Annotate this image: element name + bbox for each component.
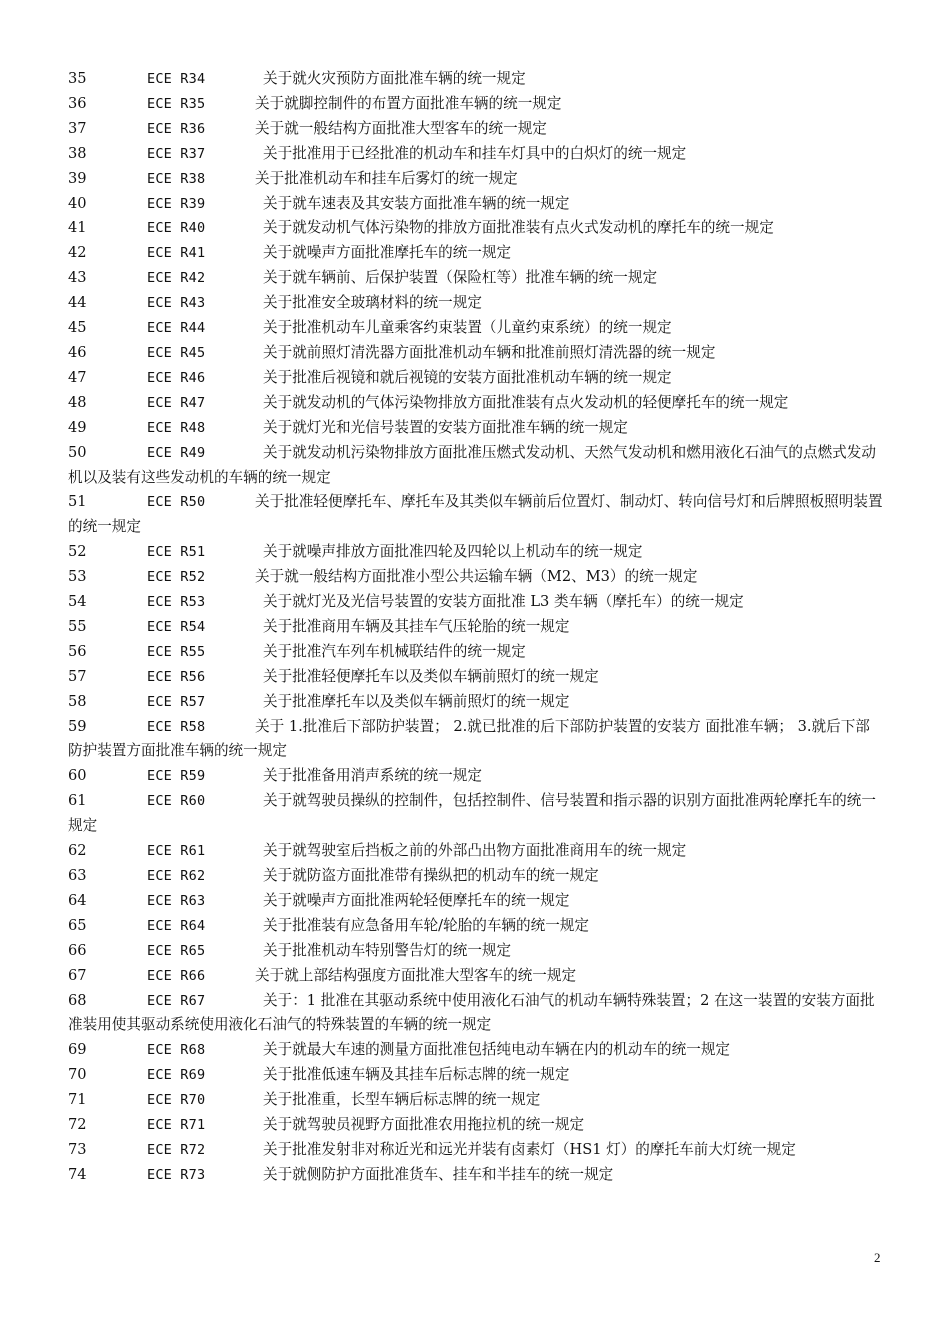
regulation-entry bbox=[68, 341, 884, 366]
entry-number: 37 bbox=[68, 119, 87, 137]
entry-number: 48 bbox=[68, 393, 87, 411]
regulation-entry bbox=[68, 316, 884, 341]
regulation-code: ECE R40 bbox=[147, 220, 206, 237]
regulation-title: 关于批准机动车儿童乘客约束装置（儿童约束系统）的统一规定 bbox=[263, 319, 672, 337]
entry-number: 66 bbox=[68, 941, 87, 959]
entry-number: 71 bbox=[68, 1091, 87, 1109]
regulation-title: 关于批准重，长型车辆后标志牌的统一规定 bbox=[263, 1091, 541, 1109]
regulation-code: ECE R69 bbox=[147, 1067, 206, 1084]
regulation-entry bbox=[68, 1163, 884, 1188]
regulation-entry bbox=[68, 839, 884, 864]
regulation-code: ECE R34 bbox=[147, 71, 206, 87]
regulation-title: 关于就最大车速的测量方面批准包括纯电动车辆在内的机动车的统一规定 bbox=[263, 1041, 731, 1059]
entry-number: 39 bbox=[68, 169, 87, 187]
entry-number: 46 bbox=[68, 343, 87, 361]
regulation-code: ECE R38 bbox=[147, 170, 206, 187]
regulation-code: ECE R43 bbox=[147, 295, 206, 312]
regulation-title: 关于批准用于已经批准的机动车和挂车灯具中的白炽灯的统一规定 bbox=[263, 144, 687, 162]
regulation-title: 关于就车速表及其安装方面批准车辆的统一规定 bbox=[263, 194, 570, 212]
entry-number: 73 bbox=[68, 1140, 87, 1158]
regulation-entry bbox=[68, 889, 884, 914]
regulation-title: 关于就噪声排放方面批准四轮及四轮以上机动车的统一规定 bbox=[263, 543, 643, 561]
regulation-title: 关于就发动机污染物排放方面批准压燃式发动机、天然气发动机和燃用液化石油气的点燃式发动机以及装有这些发动机的车辆的统一规定 bbox=[68, 443, 876, 486]
regulation-entry bbox=[68, 291, 884, 316]
regulation-title: 关于批准低速车辆及其挂车后标志牌的统一规定 bbox=[263, 1066, 570, 1084]
regulation-title: 关于批准轻便摩托车、摩托车及其类似车辆前后位置灯、制动灯、转向信号灯和后牌照板照明装置的统一规定 bbox=[68, 493, 883, 536]
entry-number: 54 bbox=[68, 593, 87, 611]
regulation-entry bbox=[68, 764, 884, 789]
regulation-entry bbox=[68, 142, 884, 167]
regulation-entry bbox=[68, 241, 884, 266]
regulation-entry bbox=[68, 939, 884, 964]
regulation-title: 关于就灯光和光信号装置的安装方面批准车辆的统一规定 bbox=[263, 418, 628, 436]
entry-number: 55 bbox=[68, 617, 87, 635]
regulation-entry bbox=[68, 864, 884, 889]
regulation-title: 关于就一般结构方面批准小型公共运输车辆（M2、M3）的统一规定 bbox=[255, 568, 698, 586]
regulation-title: 关于就噪声方面批准两轮轻便摩托车的统一规定 bbox=[263, 891, 570, 909]
regulation-code: ECE R64 bbox=[147, 917, 206, 934]
regulation-code: ECE R65 bbox=[147, 942, 206, 959]
regulation-title: 关于就前照灯清洗器方面批准机动车辆和批准前照灯清洗器的统一规定 bbox=[263, 343, 716, 361]
regulation-code: ECE R39 bbox=[147, 195, 206, 212]
entry-number: 63 bbox=[68, 867, 87, 884]
regulation-entry bbox=[68, 640, 884, 665]
regulation-code: ECE R44 bbox=[147, 320, 206, 337]
regulation-entry bbox=[68, 92, 884, 117]
regulation-code: ECE R71 bbox=[147, 1117, 206, 1134]
entry-number: 53 bbox=[68, 568, 87, 586]
regulation-title: 关于批准商用车辆及其挂车气压轮胎的统一规定 bbox=[263, 617, 570, 635]
regulation-code: ECE R54 bbox=[147, 618, 206, 635]
regulation-title: 关于就驾驶员视野方面批准农用拖拉机的统一规定 bbox=[263, 1116, 585, 1134]
regulation-code: ECE R47 bbox=[147, 394, 206, 411]
entry-number: 43 bbox=[68, 269, 87, 287]
regulation-code: ECE R67 bbox=[147, 992, 206, 1009]
entry-number: 44 bbox=[68, 294, 87, 312]
regulation-code: ECE R73 bbox=[147, 1166, 206, 1183]
entry-number: 57 bbox=[68, 667, 87, 685]
regulation-entry bbox=[68, 989, 884, 1039]
entry-number: 70 bbox=[68, 1066, 87, 1084]
regulation-code: ECE R63 bbox=[147, 892, 206, 909]
regulation-entry bbox=[68, 964, 884, 989]
regulation-code: ECE R60 bbox=[147, 793, 206, 810]
regulation-code: ECE R55 bbox=[147, 643, 206, 660]
regulation-entry bbox=[68, 690, 884, 715]
regulation-title: 关于就噪声方面批准摩托车的统一规定 bbox=[263, 244, 512, 262]
regulation-title: 关于就灯光及光信号装置的安装方面批准 L3 类车辆（摩托车）的统一规定 bbox=[263, 593, 744, 611]
regulation-title: 关于 1.批准后下部防护装置； 2.就已批准的后下部防护装置的安装方 面批准车辆； 3.就后下部防护装置方面批准车辆的统一规定 bbox=[68, 717, 870, 760]
regulation-code: ECE R50 bbox=[147, 494, 206, 511]
regulation-title: 关于批准装有应急备用车轮/轮胎的车辆的统一规定 bbox=[263, 916, 589, 934]
regulation-code: ECE R57 bbox=[147, 693, 206, 710]
entry-number: 69 bbox=[68, 1041, 87, 1059]
entry-number: 51 bbox=[68, 493, 87, 511]
regulation-entry bbox=[68, 1113, 884, 1138]
regulation-code: ECE R51 bbox=[147, 544, 206, 561]
regulation-entry bbox=[68, 192, 884, 217]
entry-number: 42 bbox=[68, 244, 87, 262]
regulation-title: 关于批准摩托车以及类似车辆前照灯的统一规定 bbox=[263, 692, 570, 710]
regulation-code: ECE R45 bbox=[147, 344, 206, 361]
regulation-title: 关于批准汽车列车机械联结件的统一规定 bbox=[263, 642, 526, 660]
regulation-code: ECE R48 bbox=[147, 419, 206, 436]
entry-number: 67 bbox=[68, 966, 87, 984]
regulation-entry bbox=[68, 789, 884, 839]
regulation-entry bbox=[68, 441, 884, 491]
regulation-entry bbox=[68, 67, 884, 92]
regulation-code: ECE R41 bbox=[147, 245, 206, 262]
regulation-entry bbox=[68, 914, 884, 939]
entry-number: 64 bbox=[68, 891, 87, 909]
regulation-entry bbox=[68, 1138, 884, 1163]
entry-number: 74 bbox=[68, 1165, 87, 1183]
regulation-entry bbox=[68, 391, 884, 416]
regulation-code: ECE R62 bbox=[147, 868, 206, 884]
entry-number: 72 bbox=[68, 1116, 87, 1134]
page-number: 2 bbox=[874, 1250, 881, 1265]
entry-number: 38 bbox=[68, 144, 87, 162]
regulation-title: 关于就侧防护方面批准货车、挂车和半挂车的统一规定 bbox=[263, 1165, 614, 1183]
regulation-code: ECE R49 bbox=[147, 444, 206, 461]
entry-number: 49 bbox=[68, 418, 87, 436]
regulation-code: ECE R59 bbox=[147, 768, 206, 785]
regulation-title: 关于就车辆前、后保护装置（保险杠等）批准车辆的统一规定 bbox=[263, 269, 658, 287]
regulation-entry bbox=[68, 665, 884, 690]
entry-number: 47 bbox=[68, 368, 87, 386]
regulation-entry bbox=[68, 416, 884, 441]
regulation-title: 关于批准机动车特别警告灯的统一规定 bbox=[263, 941, 512, 959]
entry-number: 45 bbox=[68, 319, 87, 337]
entry-number: 61 bbox=[68, 792, 87, 810]
regulation-entry bbox=[68, 366, 884, 391]
regulation-title: 关于就火灾预防方面批准车辆的统一规定 bbox=[263, 70, 526, 87]
regulation-entry bbox=[68, 117, 884, 142]
regulation-title: 关于就驾驶室后挡板之前的外部凸出物方面批准商用车的统一规定 bbox=[263, 842, 687, 860]
regulation-title: 关于就防盗方面批准带有操纵把的机动车的统一规定 bbox=[263, 867, 599, 884]
regulation-code: ECE R72 bbox=[147, 1141, 206, 1158]
regulation-entry bbox=[68, 615, 884, 640]
regulation-code: ECE R70 bbox=[147, 1092, 206, 1109]
regulation-title: 关于就脚控制件的布置方面批准车辆的统一规定 bbox=[255, 94, 562, 112]
regulation-code: ECE R68 bbox=[147, 1042, 206, 1059]
regulation-title: 关于就驾驶员操纵的控制件，包括控制件、信号装置和指示器的识别方面批准两轮摩托车的统一规定 bbox=[68, 792, 876, 835]
regulation-title: 关于批准机动车和挂车后雾灯的统一规定 bbox=[255, 169, 518, 187]
regulation-title: 关于就发动机的气体污染物排放方面批准装有点火发动机的轻便摩托车的统一规定 bbox=[263, 393, 789, 411]
regulation-code: ECE R46 bbox=[147, 369, 206, 386]
regulation-entry bbox=[68, 1038, 884, 1063]
entry-number: 68 bbox=[68, 991, 87, 1009]
regulation-title: 关于就一般结构方面批准大型客车的统一规定 bbox=[255, 119, 547, 137]
regulation-entry bbox=[68, 1088, 884, 1113]
entry-number: 62 bbox=[68, 842, 87, 860]
entry-number: 65 bbox=[68, 916, 87, 934]
regulation-title: 关于就上部结构强度方面批准大型客车的统一规定 bbox=[255, 966, 577, 984]
regulation-code: ECE R66 bbox=[147, 967, 206, 984]
entry-number: 59 bbox=[68, 717, 87, 735]
regulation-entry bbox=[68, 490, 884, 540]
regulation-title: 关于就发动机气体污染物的排放方面批准装有点火式发动机的摩托车的统一规定 bbox=[263, 219, 774, 237]
regulation-code: ECE R37 bbox=[147, 145, 206, 162]
regulation-entry bbox=[68, 590, 884, 615]
regulation-code: ECE R52 bbox=[147, 569, 206, 586]
regulation-code: ECE R42 bbox=[147, 270, 206, 287]
regulation-code: ECE R35 bbox=[147, 95, 206, 112]
regulation-code: ECE R58 bbox=[147, 718, 206, 735]
regulation-title: 关于批准安全玻璃材料的统一规定 bbox=[263, 294, 482, 312]
regulation-entry bbox=[68, 565, 884, 590]
entry-number: 56 bbox=[68, 642, 87, 660]
regulation-entry bbox=[68, 216, 884, 241]
regulation-title: 关于批准发射非对称近光和远光并装有卤素灯（HS1 灯）的摩托车前大灯统一规定 bbox=[263, 1140, 796, 1158]
entry-number: 58 bbox=[68, 692, 87, 710]
regulation-code: ECE R53 bbox=[147, 594, 206, 611]
regulation-entry bbox=[68, 1063, 884, 1088]
regulation-title: 关于：1 批准在其驱动系统中使用液化石油气的机动车辆特殊装置；2 在这一装置的安装方面批准装用使其驱动系统使用液化石油气的特殊装置的车辆的统一规定 bbox=[68, 991, 875, 1034]
regulation-code: ECE R36 bbox=[147, 120, 206, 137]
entry-number: 35 bbox=[68, 70, 87, 87]
regulation-entry bbox=[68, 167, 884, 192]
entry-number: 50 bbox=[68, 443, 87, 461]
entry-number: 60 bbox=[68, 767, 87, 785]
regulation-entry bbox=[68, 715, 884, 765]
regulation-entry bbox=[68, 540, 884, 565]
regulation-code: ECE R61 bbox=[147, 843, 206, 860]
entry-number: 36 bbox=[68, 94, 87, 112]
regulation-title: 关于批准备用消声系统的统一规定 bbox=[263, 767, 482, 785]
entry-number: 52 bbox=[68, 543, 87, 561]
regulation-code: ECE R56 bbox=[147, 668, 206, 685]
regulation-title: 关于批准后视镜和就后视镜的安装方面批准机动车辆的统一规定 bbox=[263, 368, 672, 386]
entry-number: 41 bbox=[68, 219, 87, 237]
entry-number: 40 bbox=[68, 194, 87, 212]
regulation-list bbox=[68, 67, 884, 1188]
regulation-entry bbox=[68, 266, 884, 291]
regulation-title: 关于批准轻便摩托车以及类似车辆前照灯的统一规定 bbox=[263, 667, 599, 685]
